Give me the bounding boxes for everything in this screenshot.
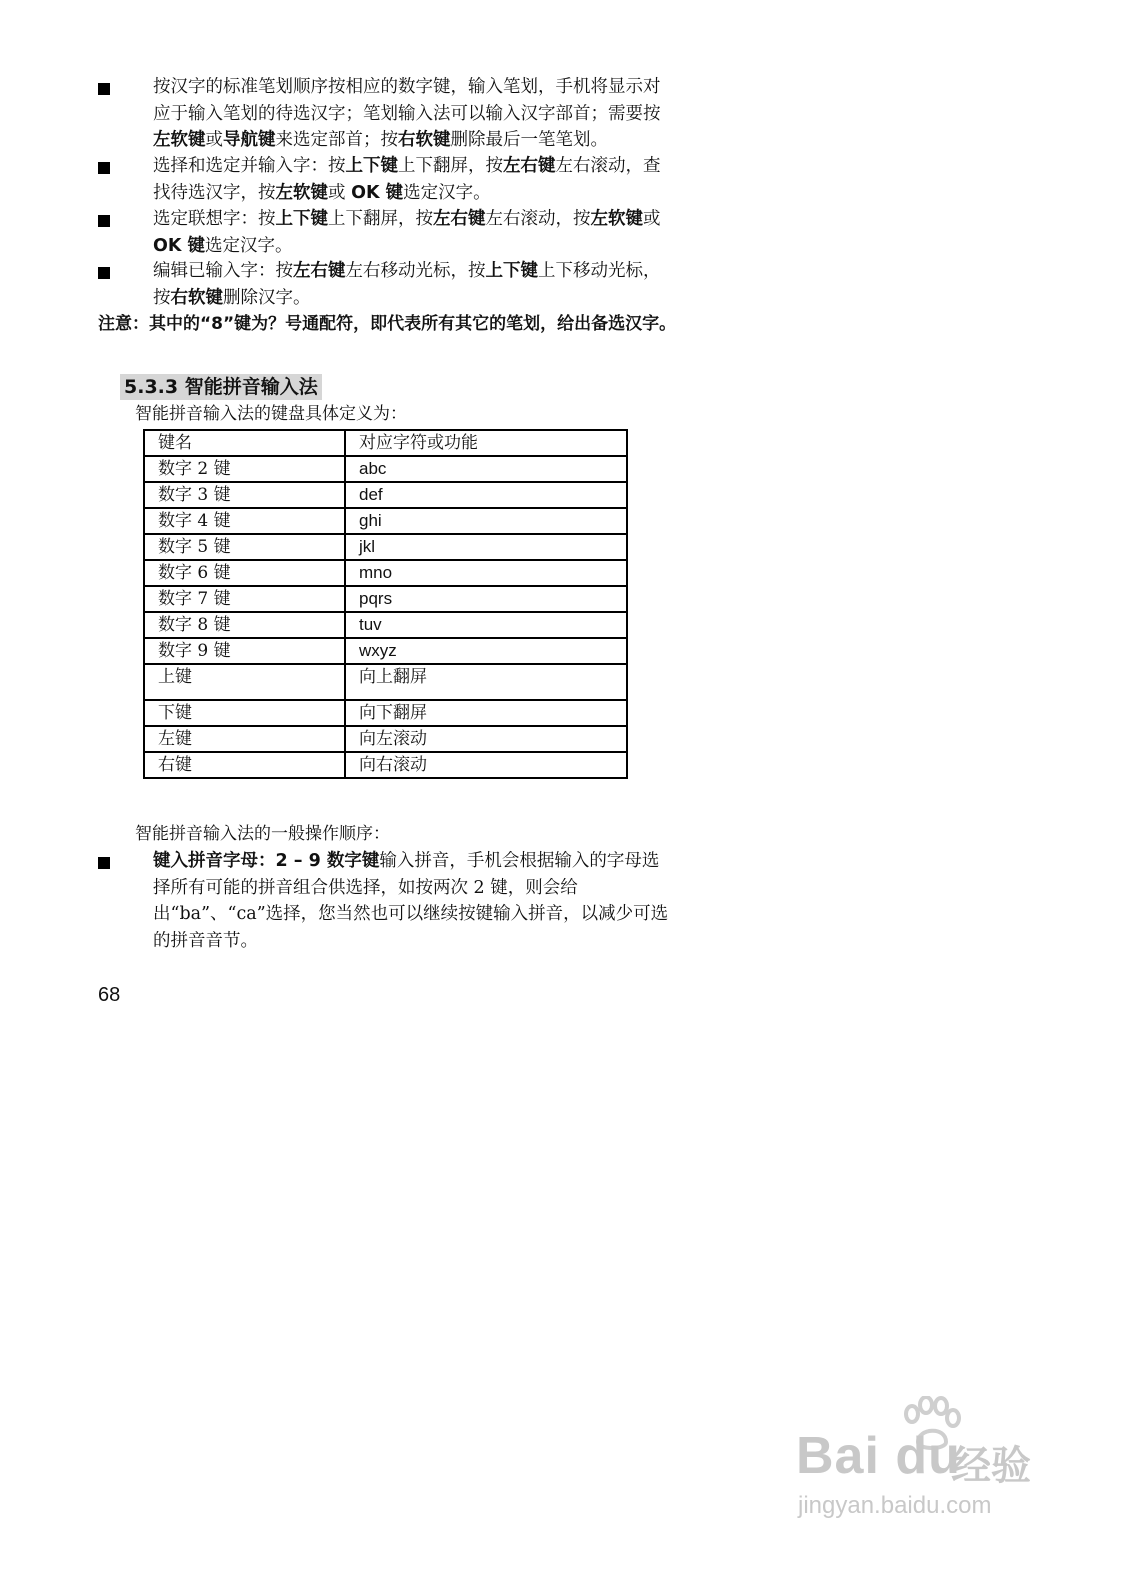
table-row [144,638,627,664]
key-function-cell: 向上翻屏 [345,664,627,700]
key-function-cell: pqrs [345,586,627,612]
key-name-cell: 数字 4 键 [144,508,345,534]
bullet-item [98,848,678,954]
key-function-cell: 向下翻屏 [345,700,627,726]
bullet-text-segment: 删除汉字。 [223,287,311,308]
key-name-emphasis: OK 键 [153,235,206,256]
bullet-text [153,153,673,206]
key-name-cell: 上键 [144,664,345,700]
bullet-text [153,206,673,259]
key-function-cell: jkl [345,534,627,560]
pinyin-key-table [143,429,628,779]
key-name-cell: 下键 [144,700,345,726]
key-name-cell: 右键 [144,752,345,778]
keyboard-definition-intro: 智能拼音输入法的键盘具体定义为： [135,404,407,424]
bullet-item [98,74,678,154]
table-header-cell: 键名 [144,430,345,456]
square-bullet-icon [98,162,110,174]
bullet-text-segment: 删除最后一笔笔划。 [450,130,608,150]
key-name-emphasis: 左软键 [275,182,328,203]
key-name-emphasis: 右软键 [170,287,223,308]
table-header-cell: 对应字符或功能 [345,430,627,456]
bullet-text-segment: 输入拼音，手机会根据输入的字母选择所有可能的拼音组合供选择，如按两次 2 键，则会给出“ba”、“ca”选择，您当然也可以继续按键输入拼音，以减少可选的拼音音节。 [153,851,669,951]
table-row [144,664,627,700]
bullet-item [98,153,678,206]
bullet-text-segment: 上下移动光标，按 [153,261,661,308]
bullet-text-segment: 来选定部首；按 [275,130,398,150]
key-function-cell: abc [345,456,627,482]
square-bullet-icon [98,857,110,869]
key-name-emphasis: 左软键 [153,130,206,150]
watermark-brand: Bai du [796,1427,961,1485]
watermark-brand-cn: 经验 [951,1443,1031,1489]
square-bullet-icon [98,83,110,95]
key-name-emphasis: OK 键 [351,182,404,203]
key-name-emphasis: 左右键 [293,261,346,281]
table-row [144,482,627,508]
watermark-url: jingyan.baidu.com [798,1492,992,1519]
table-header-row [144,430,627,456]
table-row [144,560,627,586]
bullet-text-segment: 上下翻屏，按 [328,209,433,229]
key-name-cell: 数字 3 键 [144,482,345,508]
key-name-cell: 左键 [144,726,345,752]
page-number: 68 [98,984,121,1006]
key-name-emphasis: 键入拼音字母：2 – 9 数字键 [153,851,380,871]
key-function-cell: ghi [345,508,627,534]
key-name-cell: 数字 7 键 [144,586,345,612]
table-row [144,752,627,778]
operation-order-intro: 智能拼音输入法的一般操作顺序： [135,824,390,844]
table-row [144,612,627,638]
table-row [144,586,627,612]
square-bullet-icon [98,215,110,227]
key-name-cell: 数字 5 键 [144,534,345,560]
wildcard-note: 注意：其中的“8”键为？号通配符，即代表所有其它的笔划，给出备选汉字。 [98,314,677,334]
key-function-cell: tuv [345,612,627,638]
table-row [144,726,627,752]
bullet-text [153,74,673,154]
table-row [144,534,627,560]
bullet-text-segment: 按汉字的标准笔划顺序按相应的数字键，输入笔划，手机将显示对应于输入笔划的待选汉字；笔划输入法可以输入汉字部首；需要按 [153,77,661,124]
key-name-emphasis: 左软键 [590,209,643,229]
bullet-text-segment: 或 [643,209,661,229]
bullet-text-segment: 左右滚动，按 [485,209,591,229]
key-name-cell: 数字 6 键 [144,560,345,586]
bullet-text-segment: 左右移动光标，按 [345,261,486,281]
key-name-cell: 数字 9 键 [144,638,345,664]
bullet-text-segment: 选定联想字：按 [153,209,276,229]
bullet-text-segment: 或 [205,130,223,150]
bullet-text-segment: 选择和选定并输入字：按 [153,156,346,176]
baidu-jingyan-watermark [796,1400,1056,1530]
bullet-item [98,206,678,259]
key-function-cell: wxyz [345,638,627,664]
table-row [144,456,627,482]
key-name-cell: 数字 2 键 [144,456,345,482]
table-row [144,508,627,534]
bullet-text-segment: 选定汉字。 [403,182,491,203]
bullet-text-segment: 或 [328,182,352,203]
square-bullet-icon [98,267,110,279]
key-function-cell: def [345,482,627,508]
key-name-emphasis: 导航键 [223,130,276,150]
bullet-text-segment: 左右滚动，查找待选汉字，按 [153,156,661,203]
key-function-cell: mno [345,560,627,586]
bullet-text [153,258,673,311]
key-name-emphasis: 左右键 [433,209,486,229]
key-name-emphasis: 右软键 [398,130,451,150]
key-name-emphasis: 上下键 [275,209,328,229]
key-function-cell: 向左滚动 [345,726,627,752]
bullet-item [98,258,678,311]
section-heading: 5.3.3 智能拼音输入法 [120,374,322,400]
key-name-cell: 数字 8 键 [144,612,345,638]
key-name-emphasis: 左右键 [503,156,556,176]
bullet-text-segment: 上下翻屏，按 [398,156,503,176]
table-row [144,700,627,726]
bullet-text-segment: 编辑已输入字：按 [153,261,293,281]
key-name-emphasis: 上下键 [485,261,538,281]
bullet-text-segment: 选定汉字。 [205,235,293,256]
key-function-cell: 向右滚动 [345,752,627,778]
key-name-emphasis: 上下键 [345,156,398,176]
bullet-text [153,848,673,954]
